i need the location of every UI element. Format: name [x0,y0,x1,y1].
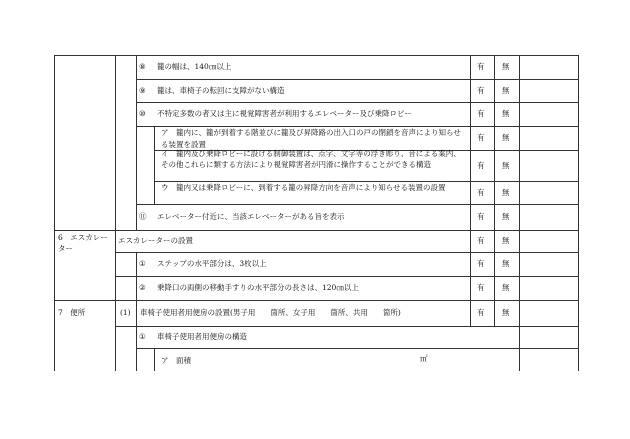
row-10c-yes[interactable]: 有 [477,188,485,197]
rule [115,276,578,277]
border-col-num-2 [136,252,137,371]
rule [115,252,578,253]
rule [136,79,578,80]
toilet-yes[interactable]: 有 [477,308,485,317]
row-11-text: エレベーター付近に、当該エレベーターがある旨を表示 [157,212,345,221]
border-col-no [494,55,495,326]
row-8-yes[interactable]: 有 [477,62,485,71]
rule [136,204,578,205]
escalator-1-no[interactable]: 無 [502,259,510,268]
row-10b-text: イ 籠内及び乗降ロビーに設ける制御装置は、点字、文字等の浮き彫り、音による案内、その他これらに類する方法により視覚障害者が円滑に操作することができる構造 [161,149,461,169]
row-9-yes[interactable]: 有 [477,86,485,95]
escalator-2-text: 乗降口の両側の移動手すりの水平部分の長さは、120㎝以上 [157,283,359,292]
row-10-no[interactable]: 無 [502,109,510,118]
escalator-no[interactable]: 無 [502,236,510,245]
rule [115,326,578,327]
rule [136,102,578,103]
escalator-2-no[interactable]: 無 [502,283,510,292]
row-10-text: 不特定多数の者又は主に視覚障害者が利用するエレベーター及び乗降ロビー [157,109,412,118]
row-11-number: ⑪ [139,212,147,221]
row-10-number: ⑩ [139,109,146,118]
row-10b-yes[interactable]: 有 [477,161,485,170]
row-10a-no[interactable]: 無 [502,133,510,142]
border-col-yes [470,55,471,326]
row-10b-no[interactable]: 無 [502,161,510,170]
section-7-toilet: 7 便所 [58,308,86,317]
row-11-no[interactable]: 無 [502,212,510,221]
escalator-1-number: ① [139,259,146,268]
row-8-no[interactable]: 無 [502,62,510,71]
row-11-yes[interactable]: 有 [477,212,485,221]
border-right [578,55,579,371]
section-6-escalator: 6 エスカレーター [58,233,108,253]
escalator-yes[interactable]: 有 [477,236,485,245]
toilet-1-number: ① [139,332,146,341]
row-9-no[interactable]: 無 [502,86,510,95]
row-10c-no[interactable]: 無 [502,188,510,197]
row-8-number: ⑧ [139,62,146,71]
row-9-text: 籠は、車椅子の転回に支障がない構造 [157,86,285,95]
border-col-sub-2 [154,348,155,371]
row-8-text: 籠の幅は、140㎝以上 [157,62,232,71]
rule-top [54,55,578,56]
escalator-1-text: ステップの水平部分は、3枚以上 [157,259,267,268]
rule [54,300,578,301]
toilet-number: (1) [120,308,131,317]
rule [54,230,578,231]
border-left [54,55,55,371]
toilet-1a-area-unit: ㎡ [420,354,428,363]
toilet-1a-area-label: ア 面積 [161,356,191,365]
row-9-number: ⑨ [139,86,146,95]
row-10a-text: ア 籠内に、籠が到着する階並びに籠及び昇降路の出入口の戸の閉鎖を音声により知らせる装置を設置 [161,128,461,149]
toilet-text: 車椅子使用者用便房の設置(男子用 箇所、女子用 箇所、共用 箇所) [140,308,401,317]
rule [136,348,578,349]
escalator-1-yes[interactable]: 有 [477,259,485,268]
border-col-sub [154,126,155,204]
escalator-2-yes[interactable]: 有 [477,283,485,292]
toilet-no[interactable]: 無 [502,308,510,317]
row-10a-yes[interactable]: 有 [477,133,485,142]
row-10c-text: ウ 籠内又は乗降ロビーに、到着する籠の昇降方向を音声により知らせる装置の設置 [161,183,446,192]
row-10-yes[interactable]: 有 [477,109,485,118]
escalator-2-number: ② [139,283,146,292]
toilet-1-text: 車椅子使用者用便房の構造 [157,332,247,341]
escalator-text: エスカレーターの設置 [118,236,193,245]
border-col-section [115,55,116,371]
